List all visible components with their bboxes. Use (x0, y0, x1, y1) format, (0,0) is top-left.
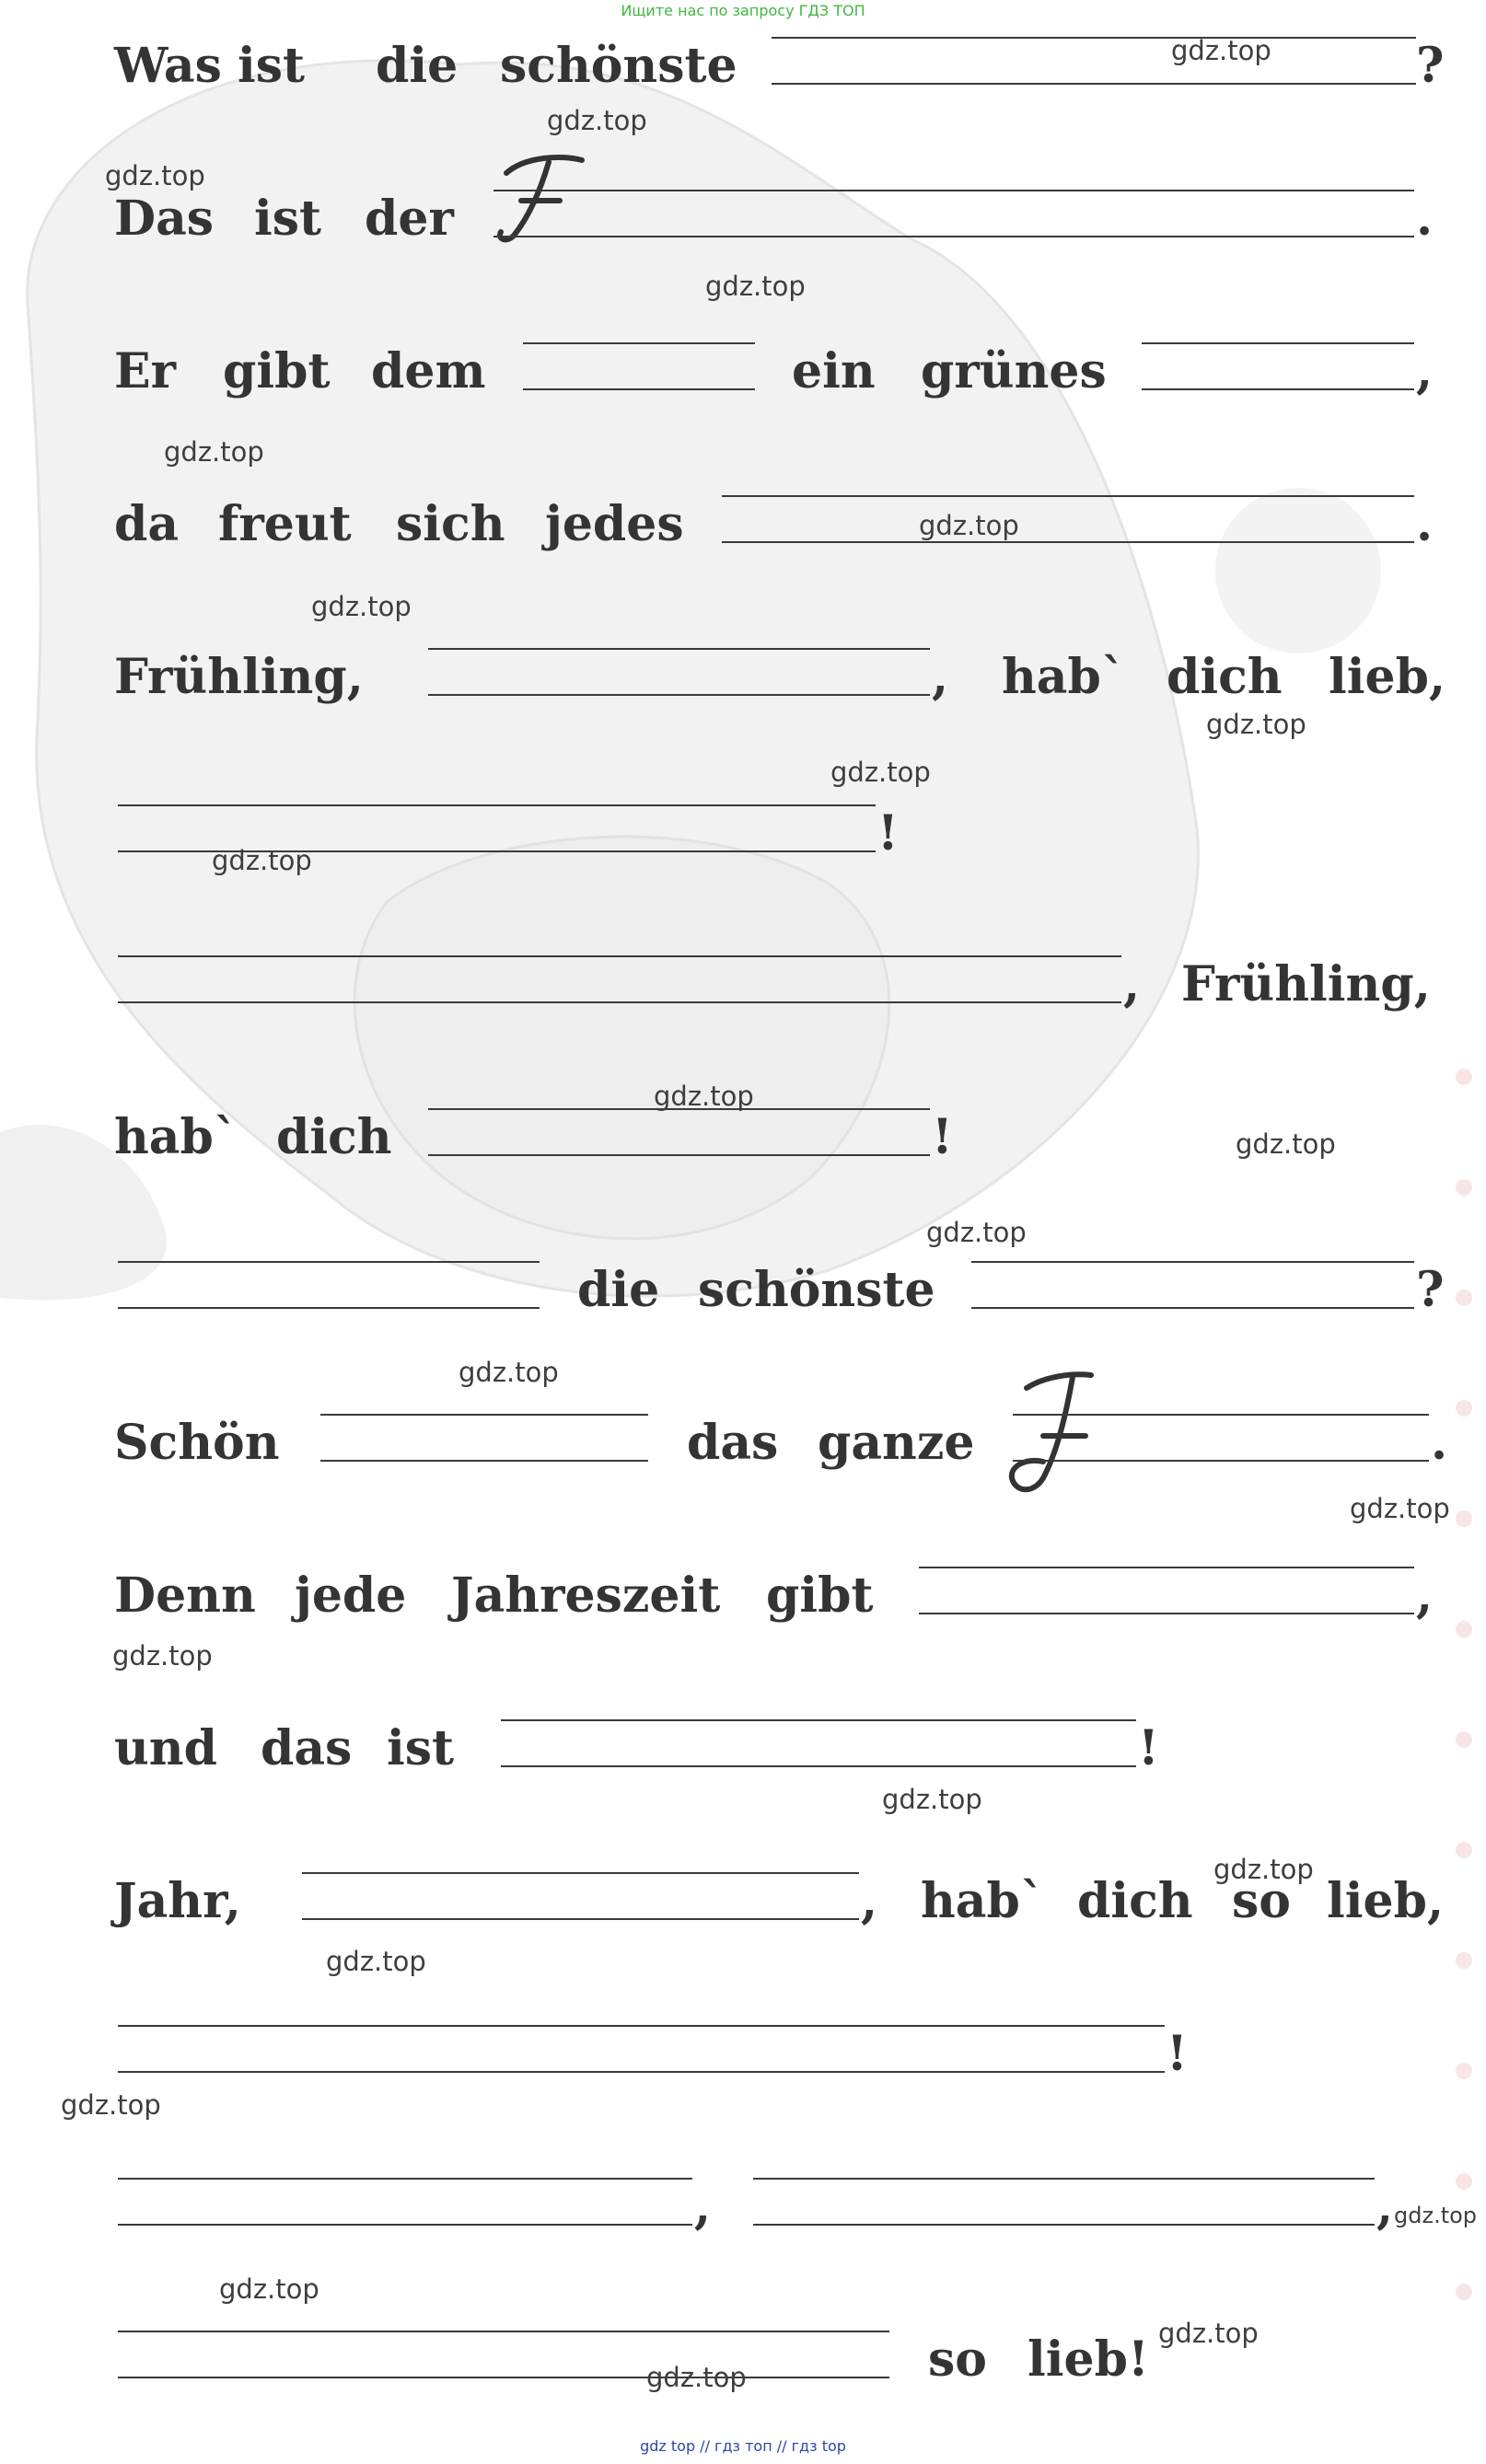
handwritten-f-letter (488, 147, 589, 249)
watermark: gdz.top (1236, 1128, 1336, 1160)
word: die (577, 1262, 660, 1318)
watermark: gdz.top (926, 1217, 1027, 1248)
word: und (114, 1720, 217, 1776)
word: ganze (818, 1415, 975, 1471)
word: dich (276, 1109, 392, 1165)
word: Denn (114, 1567, 256, 1624)
punctuation: , (932, 649, 949, 705)
writing-line-base[interactable] (1013, 1460, 1429, 1462)
punctuation: ! (877, 805, 899, 862)
writing-line-top[interactable] (753, 2178, 1375, 2180)
word: hab` (114, 1109, 238, 1165)
word: gibt (766, 1567, 874, 1624)
punctuation: , (1416, 1567, 1434, 1624)
watermark: gdz.top (830, 757, 931, 788)
word: jedes (545, 496, 684, 552)
punctuation: ! (932, 1109, 953, 1165)
watermark: gdz.top (1158, 2318, 1259, 2349)
word: hab` (1002, 649, 1125, 705)
watermark: gdz.top (919, 510, 1019, 541)
word: sich (396, 496, 505, 552)
punctuation: ! (1138, 1720, 1159, 1776)
word: dich (1167, 649, 1283, 705)
writing-line-top[interactable] (971, 1261, 1414, 1263)
word: freut (218, 496, 352, 552)
word: ist (238, 38, 306, 94)
word: dem (371, 343, 486, 399)
watermark: gdz.top (326, 1946, 426, 1977)
writing-line-top[interactable] (772, 37, 1416, 39)
word: das (261, 1720, 353, 1776)
writing-line-base[interactable] (753, 2224, 1375, 2226)
watermark: gdz.top (459, 1357, 559, 1388)
writing-line-top[interactable] (118, 2178, 692, 2180)
writing-line-base[interactable] (772, 83, 1416, 85)
word: lieb, (1329, 649, 1446, 705)
writing-line-top[interactable] (501, 1719, 1136, 1721)
word: grünes (921, 343, 1107, 399)
word: ist (387, 1720, 455, 1776)
writing-line-base[interactable] (1142, 388, 1414, 390)
writing-line-top[interactable] (1142, 342, 1414, 344)
watermark: gdz.top (311, 591, 412, 622)
writing-line-top[interactable] (118, 955, 1121, 957)
punctuation: ? (1416, 1262, 1445, 1318)
writing-line-top[interactable] (919, 1567, 1414, 1568)
writing-line-top[interactable] (118, 2331, 889, 2332)
writing-line-base[interactable] (523, 388, 755, 390)
writing-line-top[interactable] (118, 804, 876, 806)
punctuation: , (861, 1873, 878, 1929)
word: so (928, 2331, 987, 2388)
word: hab` (921, 1873, 1044, 1929)
watermark: gdz.top (646, 2362, 747, 2393)
writing-line-base[interactable] (919, 1613, 1414, 1614)
punctuation: , (694, 2179, 712, 2235)
writing-line-base[interactable] (118, 1307, 540, 1309)
word: so (1232, 1873, 1291, 1929)
punctuation: ! (1167, 2026, 1188, 2082)
writing-line-base[interactable] (722, 541, 1414, 543)
writing-line-base[interactable] (118, 2377, 889, 2378)
bottom-banner: gdz top // гдз топ // гдз top (640, 2437, 846, 2455)
writing-line-base[interactable] (501, 1765, 1136, 1767)
word: schönste (500, 38, 737, 94)
writing-line-top[interactable] (1013, 1414, 1429, 1416)
watermark: gdz.top (1350, 1493, 1450, 1524)
word: dich (1077, 1873, 1193, 1929)
word: Schön (114, 1415, 280, 1471)
writing-line-base[interactable] (118, 1001, 1121, 1003)
watermark: gdz.top (654, 1081, 754, 1112)
word: Er (114, 343, 177, 399)
punctuation: , (1416, 343, 1434, 399)
punctuation: . (1431, 1415, 1448, 1471)
word: Das (114, 191, 215, 247)
word: lieb, (1327, 1873, 1445, 1929)
writing-line-top[interactable] (722, 495, 1414, 497)
watermark: gdz.top (1213, 1854, 1314, 1885)
punctuation: ? (1416, 38, 1445, 94)
punctuation: . (1416, 191, 1434, 247)
word: lieb! (1027, 2331, 1149, 2388)
word: Was (114, 38, 222, 94)
writing-line-top[interactable] (118, 2025, 1165, 2027)
watermark: gdz.top (219, 2273, 319, 2305)
writing-line-base[interactable] (971, 1307, 1414, 1309)
watermark: gdz.top (547, 105, 647, 136)
watermark: gdz.top (105, 160, 205, 191)
word: Jahreszeit (451, 1567, 721, 1624)
word: jede (295, 1567, 407, 1624)
writing-line-base[interactable] (320, 1460, 648, 1462)
watermark: gdz.top (61, 2089, 161, 2121)
word: das (687, 1415, 779, 1471)
writing-line-base[interactable] (118, 2071, 1165, 2073)
punctuation: . (1416, 496, 1434, 552)
punctuation: , (1376, 2179, 1394, 2235)
writing-line-top[interactable] (320, 1414, 648, 1416)
word: ein (792, 343, 876, 399)
word: gibt (223, 343, 331, 399)
word: der (365, 191, 454, 247)
watermark: gdz.top (112, 1640, 213, 1672)
watermark: gdz.top (1171, 35, 1271, 66)
word: die (376, 38, 459, 94)
watermark: gdz.top (705, 271, 806, 302)
writing-line-top[interactable] (493, 190, 1414, 191)
watermark: gdz.top (1206, 709, 1306, 740)
writing-line-top[interactable] (523, 342, 755, 344)
top-banner: Ищите нас по запросу ГДЗ ТОП (621, 2, 865, 19)
watermark: gdz.top (212, 845, 312, 876)
writing-line-base[interactable] (428, 1154, 930, 1156)
word: ist (254, 191, 322, 247)
writing-line-base[interactable] (493, 236, 1414, 237)
handwritten-j-letter (999, 1364, 1100, 1502)
word: Frühling, (1181, 956, 1431, 1012)
watermark: gdz.top (882, 1784, 982, 1815)
watermark: gdz.top (164, 436, 264, 468)
word: schönste (698, 1262, 935, 1318)
word: Jahr, (114, 1873, 241, 1929)
writing-line-top[interactable] (118, 1261, 540, 1263)
writing-line-top[interactable] (302, 1872, 859, 1874)
word: Frühling, (114, 649, 364, 705)
writing-line-base[interactable] (118, 2224, 692, 2226)
writing-line-top[interactable] (428, 648, 930, 650)
punctuation: , (1123, 956, 1141, 1012)
writing-line-base[interactable] (428, 694, 930, 696)
writing-line-base[interactable] (302, 1918, 859, 1920)
watermark: gdz.top (1394, 2203, 1478, 2228)
word: da (114, 496, 180, 552)
